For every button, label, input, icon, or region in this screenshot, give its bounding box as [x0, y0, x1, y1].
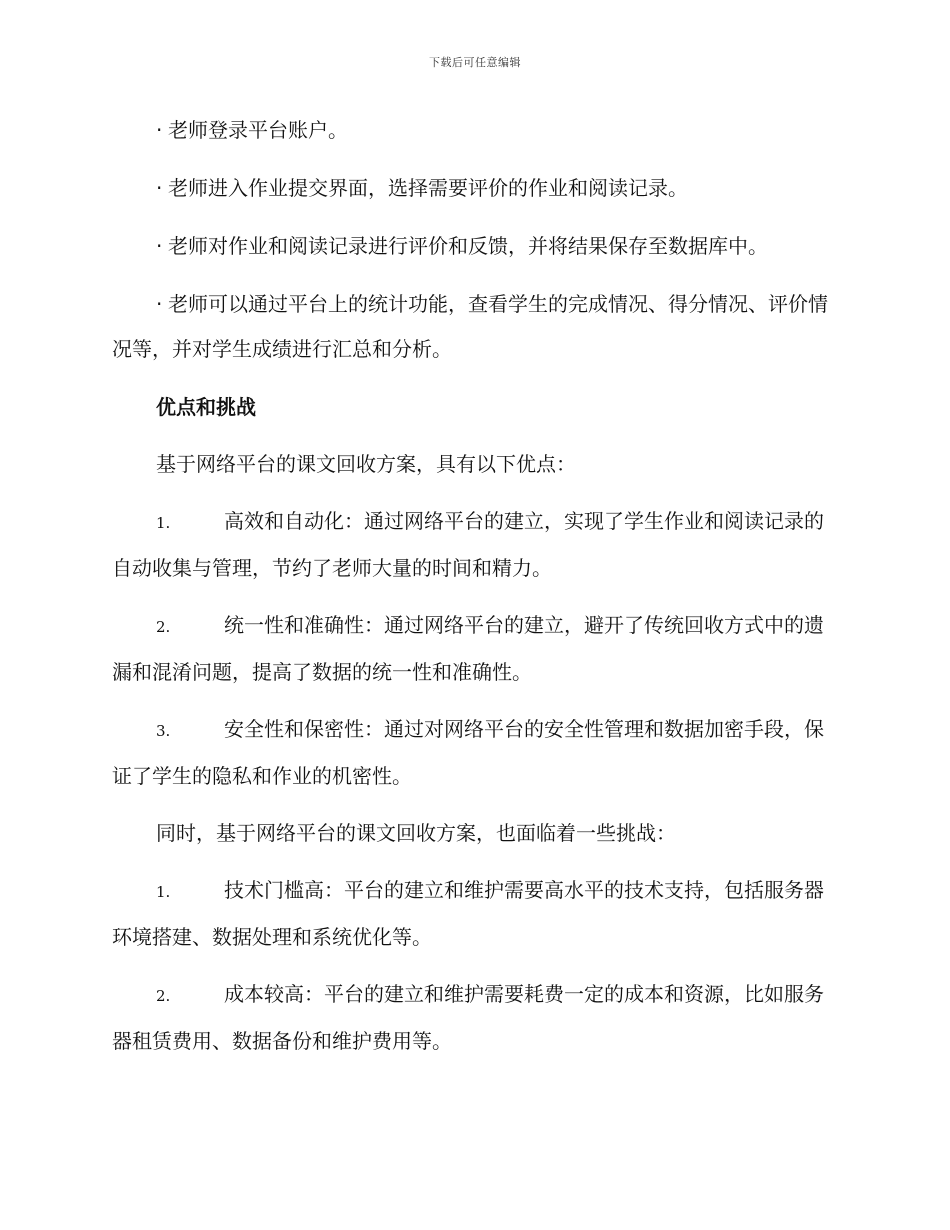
challenge-item [112, 972, 840, 1064]
bullet-text: 老师对作业和阅读记录进行评价和反馈，并将结果保存至数据库中。 [168, 234, 768, 258]
advantage-item [112, 499, 840, 591]
bullet-text: 老师可以通过平台上的统计功能，查看学生的完成情况、得分情况、评价情况等，并对学生成绩进行汇总和分析。 [112, 292, 828, 361]
page-header: 下载后可任意编辑 [429, 56, 521, 69]
item-text: 成本较高：平台的建立和维护需要耗费一定的成本和资源，比如服务器租赁费用、数据备份和维护费用等。 [112, 982, 824, 1053]
challenge-item [112, 868, 840, 960]
item-text: 技术门槛高：平台的建立和维护需要高水平的技术支持，包括服务器环境搭建、数据处理和系统优化等。 [112, 878, 824, 949]
bullet-marker: · [156, 118, 163, 142]
challenges-intro: 同时，基于网络平台的课文回收方案，也面临着一些挑战： [156, 821, 676, 845]
bullet-marker: · [156, 176, 163, 200]
bullet-marker: · [156, 234, 163, 258]
bullet-item [112, 166, 840, 211]
item-number: 1. [156, 883, 171, 901]
item-number: 2. [156, 618, 171, 636]
item-number: 2. [156, 987, 171, 1005]
item-number: 1. [156, 514, 171, 532]
bullet-item [112, 224, 840, 269]
document-body [112, 108, 840, 1076]
item-number: 3. [156, 722, 171, 740]
bullet-text: 老师登录平台账户。 [168, 118, 348, 142]
advantage-item [112, 603, 840, 695]
section-heading: 优点和挑战 [156, 395, 256, 419]
item-text: 统一性和准确性：通过网络平台的建立，避开了传统回收方式中的遗漏和混淆问题，提高了数据的统一性和准确性。 [112, 613, 824, 684]
bullet-marker: · [156, 292, 163, 316]
bullet-text: 老师进入作业提交界面，选择需要评价的作业和阅读记录。 [168, 176, 688, 200]
advantage-item [112, 707, 840, 799]
bullet-item [112, 108, 840, 153]
advantages-intro: 基于网络平台的课文回收方案，具有以下优点： [156, 452, 576, 476]
bullet-item [112, 282, 840, 372]
item-text: 高效和自动化：通过网络平台的建立，实现了学生作业和阅读记录的自动收集与管理，节约了老师大量的时间和精力。 [112, 509, 824, 580]
item-text: 安全性和保密性：通过对网络平台的安全性管理和数据加密手段，保证了学生的隐私和作业的机密性。 [112, 717, 824, 788]
